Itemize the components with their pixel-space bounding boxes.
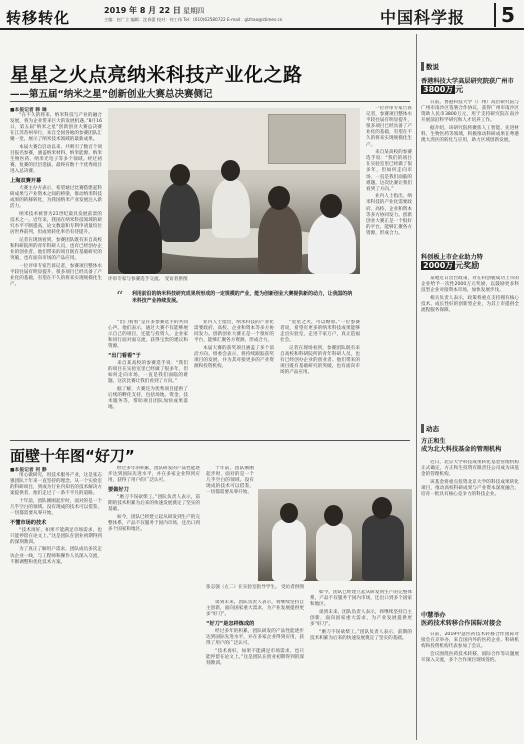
photo-screen xyxy=(268,114,346,164)
article1-col2 xyxy=(108,320,188,436)
photo-person xyxy=(258,204,302,274)
paragraph: 据了解，大赛还为优秀项目提供了后续的孵化支持，包括场地、资金、技术服务等，帮助项目团队加快成果落地。 xyxy=(108,386,188,411)
article2-subhead-2: 要做好刀 xyxy=(108,487,129,494)
photo-person-head xyxy=(128,190,150,214)
article1-col3 xyxy=(194,320,274,436)
paragraph: 会议围绕医药技术转移、国际合作等议题展开深入交流，多个合作项目现场签约。 xyxy=(421,651,519,663)
rail-item1-unit: 元 xyxy=(455,85,464,94)
photo-person-head xyxy=(170,164,190,186)
paragraph: 相关负责人表示，政策将重点支持拥有核心技术、成长性好的创新型企业，为其上市提供全流程服务保障。 xyxy=(421,295,519,313)
photo-person xyxy=(272,519,306,581)
rail-item2-body xyxy=(421,276,519,418)
article1-subtitle: ——第五届“纳米之星”创新创业大赛总决赛侧记 xyxy=(10,89,213,100)
article1-subhead-2: “出门看看”于 xyxy=(108,353,141,360)
paragraph: “在不久的将来，纳米科技与产业的融合发展，将为企业带来巨大的发展机遇。”8月16日，第五届“纳米之星”创新创业大赛总决赛在江苏苏州举行，来自全国各地的参赛团队汇聚一堂，展示了纳米技术领域的最新成果。 xyxy=(10,113,102,143)
article1-subhead-1: 上海双赛开幕 xyxy=(10,178,42,185)
masthead xyxy=(0,0,524,30)
rail-item2-title-text: 科创板上市企业助力特 xyxy=(421,254,483,261)
paragraph: 业内人士指出，纳米科技的产业化需要政府、高校、企业和资本等多方协同发力。创新创业大赛正是一个很好的平台，能够汇聚各方资源，形成合力。 xyxy=(366,194,412,236)
newspaper-logo: 中国科学报 xyxy=(380,8,466,27)
article2-subhead-3: “好刀”是怎样炼成的 xyxy=(206,621,255,628)
paragraph: 为了真正了解用户需求，团队成员多次走访企业一线，与工程师和操作人员深入交流，不断调整和优化技术方案。 xyxy=(10,547,102,565)
paragraph: 业内人士指出，纳米科技的产业化需要政府、高校、企业和资本等多方协同发力。创新创业大赛正是一个很好的平台，能够汇聚各方资源，形成合力。 xyxy=(194,320,274,344)
article1-col4 xyxy=(280,320,360,436)
paragraph: 十年前，团队刚刚起步时，面对的是一个几乎空白的领域。没有现成的技术可以借鉴，一切都需要从零开始。 xyxy=(206,466,254,496)
paragraph: “磨刀不误砍柴工。”团队负责人表示，前期的技术积累为后来的快速发展奠定了坚实的基础。 xyxy=(108,494,200,512)
rail-tag-news: 动态 xyxy=(421,424,439,433)
paragraph: “技术再好，如果不能满足市场需求，也只能停留在论文上。”这是团队在创业初期得到的深刻教训。 xyxy=(10,527,102,545)
paragraph: 谈到未来，团队负责人表示，将继续坚持自主创新，面向国家重大需求，为产业发展提供更多“好刀”。 xyxy=(310,609,412,627)
rail-item1-body xyxy=(421,100,519,246)
photo-person xyxy=(308,212,356,274)
photo-person xyxy=(118,208,162,274)
section-title: 转移转化 xyxy=(6,9,71,27)
paragraph: “星星之火，可以燎原。”一位参赛者说，希望有更多的纳米科技成果能够走出实验室，走进千家万户，真正造福社会。 xyxy=(280,320,360,344)
editor-credits: 主编：赵广立 编辑：沈春蕾 校对：何工伟 Tel：(010)62580722 E-mail：glzhao@stimes.cn xyxy=(104,17,283,22)
photo-person-head xyxy=(324,505,343,526)
photo-person xyxy=(212,178,250,238)
paragraph: 用心做研究，用技术服务产业，这是张志强团队十年来一直坚持的理念。从一个实验室的科研项目，到成为行业内知名的技术解决方案提供者，他们走过了一条不平凡的道路。 xyxy=(10,473,102,497)
photo-person xyxy=(160,182,200,242)
pull-quote-text: 利用前沿的纳米科技研究成果所形成的一定规模的产业，能为创新创业大赛提供新的动力，让我国的纳米科技产业持续发展。 xyxy=(132,291,353,304)
paragraph: 本届大赛自启动以来，共吸引了数百个项目报名参赛，涵盖纳米材料、纳米能源、纳米生物医药、纳米光电子等多个领域。经过初赛、复赛的层层选拔，最终有数十个优秀项目进入总决赛。 xyxy=(10,144,102,175)
article2-col4 xyxy=(206,600,304,740)
rail-item2-value: 2000万 xyxy=(423,261,454,270)
article1-byline: ■本报记者 韩 琳 xyxy=(10,108,47,113)
article2-col2 xyxy=(108,466,200,740)
article1-pull-quote xyxy=(116,291,356,315)
section-rule xyxy=(10,440,410,441)
paragraph: 近日，北京大学科技成果转化基金管理机构正式确定，方正和生投资有限责任公司成为该基金的管理机构。 xyxy=(421,460,519,478)
paragraph: 谈到未来，团队负责人表示，将继续坚持自主创新，面向国家重大需求，为产业发展提供更多“好刀”。 xyxy=(206,600,304,618)
article2-col1 xyxy=(10,466,102,740)
photo-person xyxy=(316,523,352,581)
paragraph: “磨刀不误砍柴工。”团队负责人表示，前期的技术积累为后来的快速发展奠定了坚实的基础。 xyxy=(310,629,412,641)
article2-subhead-1: 不懂市场的技术 xyxy=(10,520,47,527)
paragraph: 该基金将重点投资北京大学的科技成果转化项目，推动高校科研成果与产业资本深度融合，培育一批具有核心竞争力的科技企业。 xyxy=(421,479,519,497)
issue-weekday: 星期四 xyxy=(183,7,205,15)
paragraph: “技术再好，如果不能满足市场需求，也只能停留在论文上。”这是团队在创业初期得到的深刻教训。 xyxy=(206,648,304,666)
paragraph: 某地近日出台政策，对在科创板成功上市的企业给予一次性2000万元奖励，以鼓励更多科技型企业对接资本市场，加快发展步伐。 xyxy=(421,276,519,294)
photo-person xyxy=(362,515,404,581)
paragraph: 如今，团队已经建立起从研发到生产的完整体系，产品不仅服务于国内市场，还出口到多个国家和地区。 xyxy=(108,514,200,532)
article1-photo xyxy=(108,108,360,274)
quote-mark-icon: “ xyxy=(116,289,124,305)
article1-rule xyxy=(10,101,410,102)
rail-item1-title xyxy=(421,78,519,95)
issue-date-text: 2019 年 8 月 22 日 xyxy=(104,6,181,15)
paragraph: 来自某高校的参赛选手说：“我们的项目在实验室里已经做了很多年，但如何走向市场，一直是我们面临的难题。这次比赛让我们看到了方向。” xyxy=(366,150,412,192)
paragraph: 日前，香港科技大学（广州）高层研究院与广州市南沙区签署合作协议，获得广州市南沙区资助人民币3800万元，用于支持研究院在南沙开展前沿科学研究和人才培养工作。 xyxy=(421,100,519,124)
article2-col5 xyxy=(310,590,412,740)
paragraph: 大赛主办方表示，希望通过比赛搭建起科研成果与产业资本之间的桥梁，推动纳米科技成果的转移转化，为我国纳米产业发展注入新活力。 xyxy=(10,185,102,210)
paragraph: 一位评审专家告诉记者，参赛项目整体水平较往届有明显提升，很多项目已经具备了产业化的基础，有望在不久的将来实现规模化生产。 xyxy=(366,106,412,148)
paragraph: 记者在现场看到，参赛团队既有来自高校和科研院所的青年科研人员，也有已经创办企业的创业者。他们带来的项目既有基础研究的突破，也有面向市场的产品应用。 xyxy=(10,237,102,261)
article2-photo-caption: 张志强（左二）在实验室指导学生。 受访者供图 xyxy=(206,585,304,590)
photo-person-head xyxy=(280,503,298,523)
page-number: 5 xyxy=(494,3,520,27)
paragraph: 经过多年的积累，团队研发的产品性能逐步达到国际先进水平，并在多家企业得到应用，获得了用户的广泛认可。 xyxy=(206,628,304,646)
rail-divider xyxy=(416,34,417,740)
article1-photo-caption: 评审专家与参赛选手交流。 受访者供图 xyxy=(108,277,188,282)
issue-date xyxy=(104,5,204,16)
rail-tag-data: 数说 xyxy=(421,62,439,71)
paragraph: “出门看看”是许多参赛选手的共同心声。他们表示，通过大赛不仅能够展示自己的项目，还能与投资人、企业家和同行面对面交流，获得宝贵的建议和资源。 xyxy=(108,320,188,350)
rail-item3-body xyxy=(421,460,519,606)
photo-person-head xyxy=(221,160,240,181)
paragraph: 本届大赛的获奖项目涵盖了多个前沿方向。组委会表示，将持续跟踪获奖项目的发展，并为其对接更多的产业资源和投资机构。 xyxy=(194,345,274,370)
rail-item1-title-text: 香港科技大学高层研究院获广州市 xyxy=(421,78,514,85)
rail-item3-title: 方正和生 成为北大科技基金的管理机构 xyxy=(421,438,502,453)
article1-col1 xyxy=(10,106,102,436)
paragraph: 记者在现场看到，参赛团队既有来自高校和科研院所的青年科研人员，也有已经创办企业的创业者。他们带来的项目既有基础研究的突破，也有面向市场的产品应用。 xyxy=(280,345,360,376)
paragraph: 据介绍，该研究院将聚焦人工智能、先进材料、生物医药等领域，积极推动科研成果在粤港澳大湾区的转化与应用，助力区域创新发展。 xyxy=(421,125,519,144)
rail-item2-unit: 元奖励 xyxy=(455,261,480,270)
paragraph: 十年前，团队刚刚起步时，面对的是一个几乎空白的领域。没有现成的技术可以借鉴，一切都需要从零开始。 xyxy=(10,498,102,517)
paragraph: 日前，2019中慧医药技术转移合作国际对接会在京举办，来自国内外的医药企业、科研机构和投资机构代表参加了会议。 xyxy=(421,632,519,650)
photo-person-head xyxy=(372,497,392,519)
rail-item4-title: 中慧举办 医药技术转移合作国际对接会 xyxy=(421,612,502,627)
article2-title: 面壁十年图“好刀” xyxy=(10,447,135,465)
photo-person-head xyxy=(320,194,342,218)
rail-item4-body xyxy=(421,632,519,740)
rail-item2-title xyxy=(421,254,519,271)
article2-col3 xyxy=(206,466,254,584)
paragraph: 来自某高校的参赛选手说：“我们的项目在实验室里已经做了很多年，但如何走向市场，一直是我们面临的难题。这次比赛让我们看到了方向。” xyxy=(108,360,188,385)
article1-title: 星星之火点亮纳米科技产业化之路 xyxy=(10,64,303,86)
article2-byline: ■本报记者 何 静 xyxy=(10,468,47,473)
paragraph: 纳米技术被誉为21世纪最具发展前景的技术之一。近年来，我国在纳米科技领域的研究水平不断提高，论文数量和专利申请量均位居世界前列，但成果转化率仍有待提升。 xyxy=(10,211,102,236)
photo-person-head xyxy=(268,186,290,210)
paragraph: 一位评审专家告诉记者，参赛项目整体水平较往届有明显提升，很多项目已经具备了产业化的基础，有望在不久的将来实现规模化生产。 xyxy=(10,263,102,287)
paragraph: 经过多年的积累，团队研发的产品性能逐步达到国际先进水平，并在多家企业得到应用，获得了用户的广泛认可。 xyxy=(108,466,200,484)
rail-item1-value: 3800万 xyxy=(423,85,454,94)
paragraph: 如今，团队已经建立起从研发到生产的完整体系，产品不仅服务于国内市场，还出口到多个国家和地区。 xyxy=(310,590,412,608)
article1-col5 xyxy=(366,106,412,436)
article2-photo xyxy=(258,489,412,581)
